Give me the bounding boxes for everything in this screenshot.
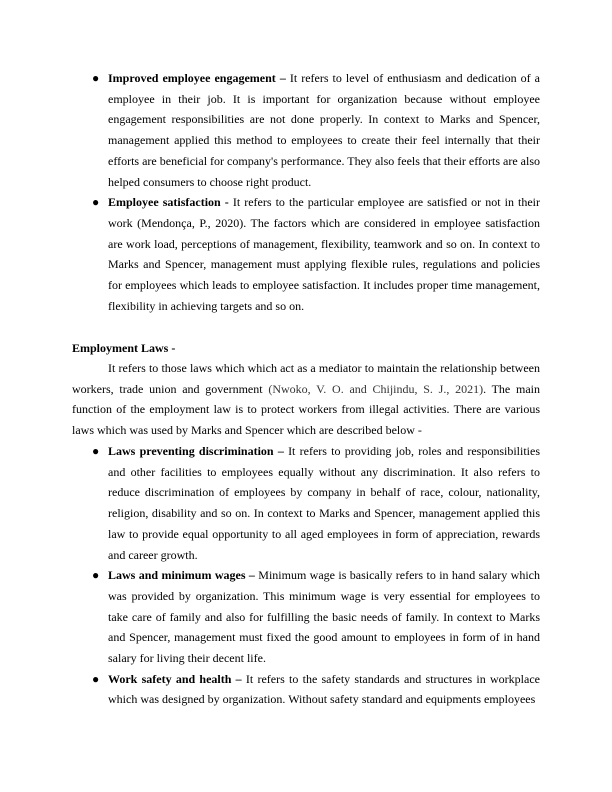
bullet-term: Improved employee engagement – bbox=[108, 71, 286, 85]
bullet-text: It refers to level of enthusiasm and dedication of a employee in their job. It is important for organization because without employee engagement responsibilities are not done properly. In context to Marks and Spencer, management applied this method to employees to create their feel internally that their efforts are beneficial for company's performance. They also feels that their efforts are also helped consumers to choose right product. bbox=[108, 71, 540, 189]
bullet-icon: ● bbox=[92, 568, 100, 583]
bullet-icon: ● bbox=[92, 71, 100, 85]
bullet-list bbox=[92, 68, 541, 316]
bullet-text: It refers to the safety standards and structures in workplace which was designed by organization. Without safety standard and equipments employees bbox=[108, 671, 540, 707]
bullet-list bbox=[92, 441, 540, 710]
bullet-text: It refers to the particular employee are satisfied or not in their work (Mendonça, P., 2020). The factors which are considered in employee satisfaction are work load, perceptions of management, flexibility, teamwork and so on. In context to Marks and Spencer, management must applying flexible rules, regulations and policies for employees which leads to employee satisfaction. It includes proper time management, flexibility in achieving targets and so on. bbox=[108, 195, 541, 313]
bullet-term: Employee satisfaction - bbox=[108, 195, 229, 210]
list-item bbox=[92, 192, 541, 316]
list-item bbox=[92, 565, 540, 669]
bullet-icon: ● bbox=[92, 195, 100, 210]
bullet-icon: ● bbox=[92, 444, 100, 458]
bullet-term: Laws preventing discrimination – bbox=[108, 444, 284, 458]
intro-paragraph bbox=[72, 358, 540, 441]
citation: (Nwoko, V. O. and Chijindu, S. J., 2021) bbox=[268, 381, 484, 396]
bullet-text: It refers to providing job, roles and responsibilities and other facilities to employees equally without any discrimination. It also refers to reduce discrimination of employees by company in behalf of race, colour, nationality, religion, disability and so on. In context to Marks and Spencer, management applied this law to provide equal opportunity to all aged employees in form of appreciation, rewards and career growth. bbox=[108, 444, 540, 562]
intro-text-continued: . The main function of the employment law is to protect workers from illegal activities. There are various laws which was used by Marks and Spencer which are described below - bbox=[72, 381, 540, 438]
bullet-term: Work safety and health – bbox=[108, 671, 242, 686]
list-item bbox=[92, 441, 540, 565]
bullet-icon: ● bbox=[92, 671, 100, 686]
list-item bbox=[92, 669, 540, 710]
intro-text: It refers to those laws which which act as a mediator to maintain the relationship between workers, trade union and government bbox=[72, 361, 540, 396]
list-item bbox=[92, 68, 540, 192]
bullet-term: Laws and minimum wages – bbox=[108, 568, 255, 583]
section-heading: Employment Laws - bbox=[72, 341, 176, 355]
bullet-text: Minimum wage is basically refers to in hand salary which was provided by organization. This minimum wage is very essential for employees to take care of family and also for fulfilling the basic needs of family. In context to Marks and Spencer, management must fixed the good amount to employees in form of in hand salary for living their decent life. bbox=[108, 568, 540, 666]
